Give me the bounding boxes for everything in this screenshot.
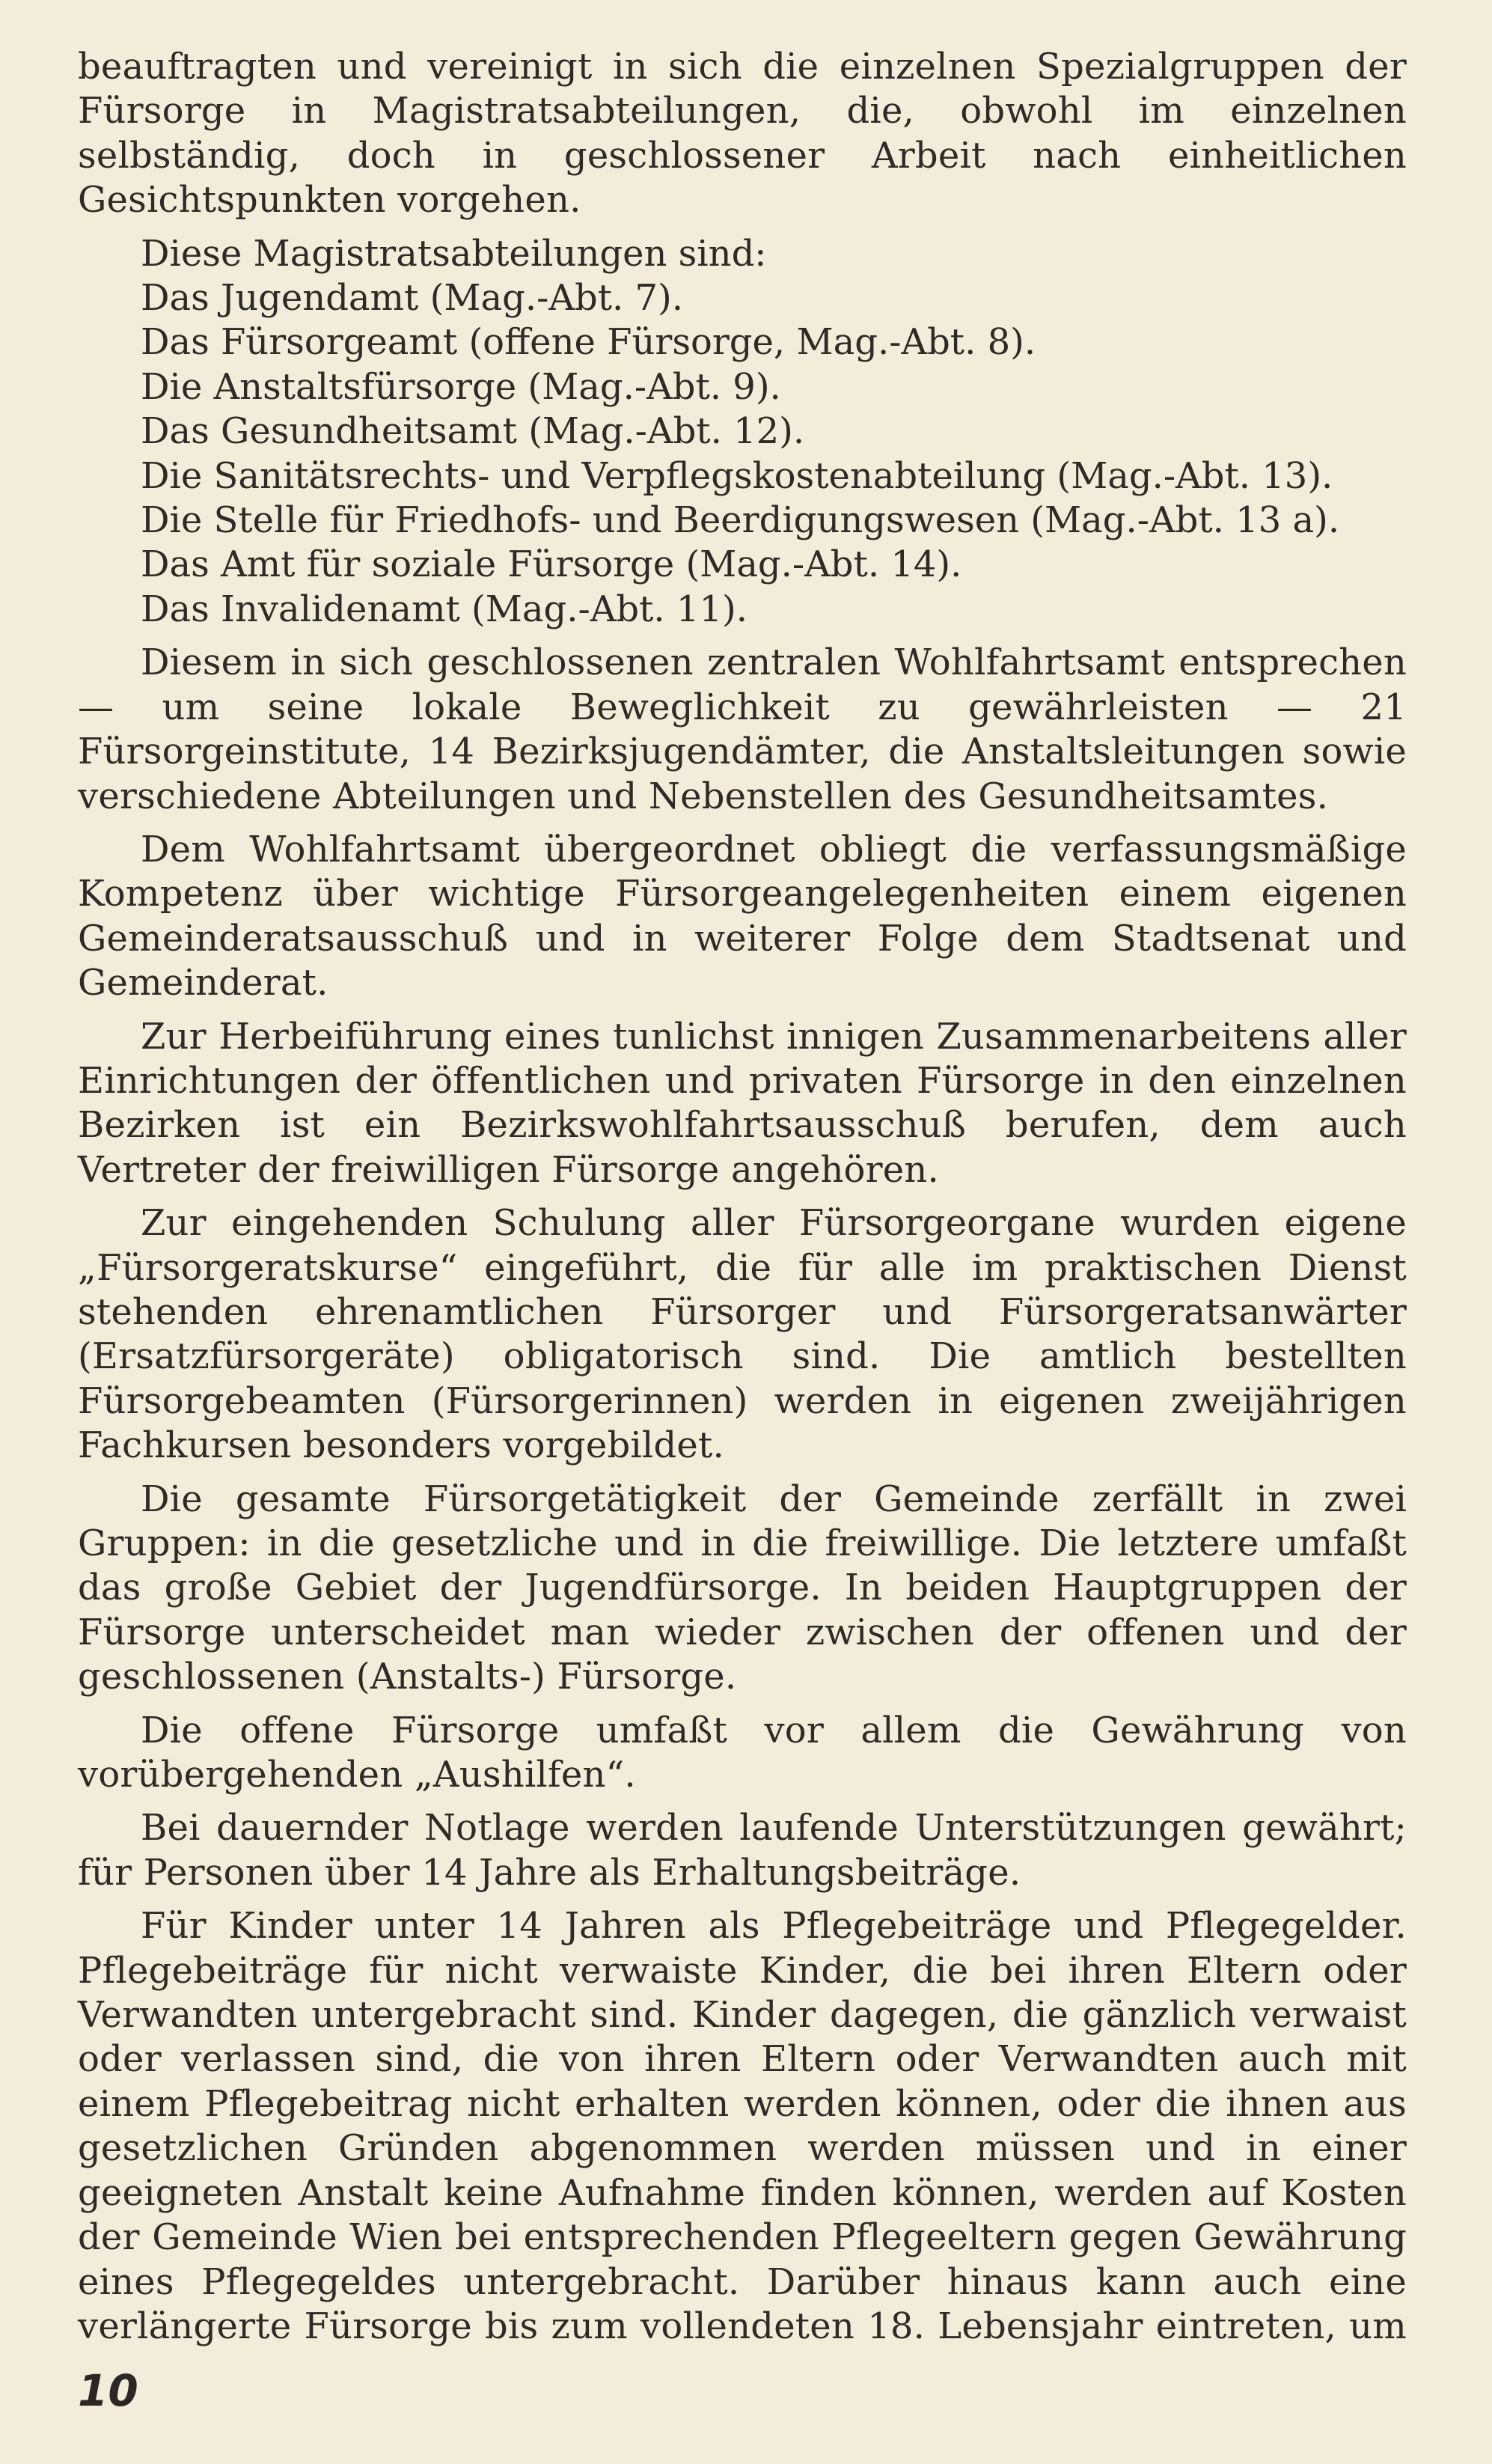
list-item: Die Sanitätsrechts- und Verpflegskostenabteilung (Mag.-Abt. 13). (141, 454, 1333, 497)
paragraph-kompetenz: Dem Wohlfahrtsamt übergeordnet obliegt die verfassungsmäßige Kompetenz über wichtige Fürsorgeangelegenheiten einem eigenen Gemeinderatsausschuß und in weiterer Folge dem Stadtsenat und Gemeinderat. (78, 828, 1407, 1004)
list-item: Das Fürsorgeamt (offene Fürsorge, Mag.-Abt. 8). (141, 321, 1036, 364)
list-item: Die Stelle für Friedhofs- und Beerdigungswesen (Mag.-Abt. 13 a). (141, 499, 1340, 542)
paragraph-bezirk: Zur Herbeiführung eines tunlichst innigen Zusammenarbeitens aller Einrichtungen der öffentlichen und privaten Fürsorge in den einzelnen Bezirken ist ein Bezirkswohlfahrtsausschuß berufen, dem auch Vertreter der freiwilligen Fürsorge angehören. (78, 1015, 1407, 1191)
paragraph-continuation: beauftragten und vereinigt in sich die einzelnen Spezialgruppen der Fürsorge in Magistratsabteilungen, die, obwohl im einzelnen selbständig, doch in geschlossener Arbeit nach einheitlichen Gesichtspunkten vorgehen. (78, 46, 1407, 222)
paragraph-notlage: Bei dauernder Notlage werden laufende Unterstützungen gewährt; für Personen über 14 Jahre als Erhaltungsbeiträge. (78, 1807, 1407, 1894)
list-item: Das Jugendamt (Mag.-Abt. 7). (141, 277, 684, 320)
list-intro: Diese Magistratsabteilungen sind: (141, 232, 767, 275)
paragraph-gruppen: Die gesamte Fürsorgetätigkeit der Gemeinde zerfällt in zwei Gruppen: in die gesetzliche und in die freiwillige. Die letztere umfaßt das große Gebiet der Jugendfürsorge. In beiden Hauptgruppen der Fürsorge unterscheidet man wieder zwischen der offenen und der geschlossenen (Anstalts-) Fürsorge. (78, 1478, 1407, 1698)
page-body (78, 45, 1407, 2358)
list-item: Die Anstaltsfürsorge (Mag.-Abt. 9). (141, 365, 781, 408)
page-number: 10 (78, 2365, 138, 2416)
paragraph-schulung: Zur eingehenden Schulung aller Fürsorgeorgane wurden eigene „Fürsorgeratskurse“ eingeführt, die für alle im praktischen Dienst stehenden ehrenamtlichen Fürsorger und Fürsorgeratsanwärter (Ersatzfürsorgeräte) obligatorisch sind. Die amtlich bestellten Fürsorgebeamten (Fürsorgerinnen) werden in eigenen zweijährigen Fachkursen besonders vorgebildet. (78, 1202, 1407, 1467)
department-list (78, 232, 1407, 632)
list-item: Das Gesundheitsamt (Mag.-Abt. 12). (141, 410, 805, 453)
list-item: Das Invalidenamt (Mag.-Abt. 11). (141, 588, 747, 630)
paragraph-kinder: Für Kinder unter 14 Jahren als Pflegebeiträge und Pflegegelder. Pflegebeiträge für nicht verwaiste Kinder, die bei ihren Eltern oder Verwandten untergebracht sind. Kinder dagegen, die gänzlich verwaist oder verlassen sind, die von ihren Eltern oder Verwandten auch mit einem Pflegebeitrag nicht erhalten werden können, oder die ihnen aus gesetzlichen Gründen abgenommen werden müssen und in einer geeigneten Anstalt keine Aufnahme finden können, werden auf Kosten der Gemeinde Wien bei entsprechenden Pflegeeltern gegen Gewährung eines Pflegegeldes untergebracht. Darüber hinaus kann auch eine verlängerte Fürsorge bis zum vollendeten 18. Lebensjahr eintreten, um (78, 1905, 1407, 2347)
paragraph-wohlfahrtsamt: Diesem in sich geschlossenen zentralen Wohlfahrtsamt entsprechen — um seine lokale Beweglichkeit zu gewährleisten — 21 Fürsorgeinstitute, 14 Bezirksjugendämter, die Anstaltsleitungen sowie verschiedene Abteilungen und Nebenstellen des Gesundheitsamtes. (78, 641, 1407, 817)
list-item: Das Amt für soziale Fürsorge (Mag.-Abt. 14). (141, 543, 962, 586)
paragraph-offene-fuersorge: Die offene Fürsorge umfaßt vor allem die Gewährung von vorübergehenden „Aushilfen“. (78, 1709, 1407, 1796)
